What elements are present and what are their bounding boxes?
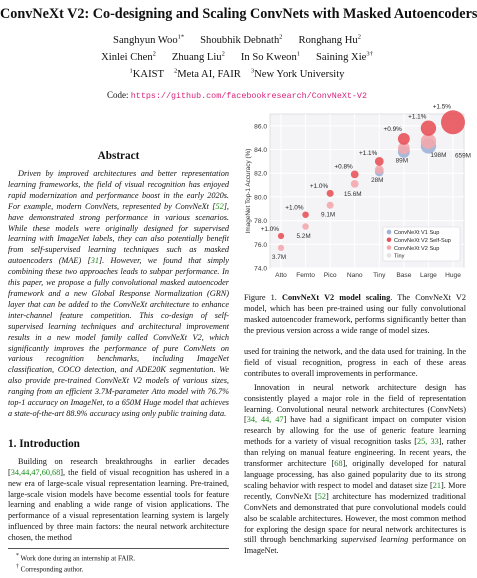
affiliation-mark: 2 bbox=[173, 67, 178, 75]
legend-label: ConvNeXt V1 Sup bbox=[394, 230, 440, 237]
text-run: Driven by improved architectures and better representation learning frameworks, the field of visual recognition has enjoyed rapid modernization and performance boost in the early 2020s. For example, modern ConvNets, represented by ConvNeXt [ bbox=[8, 169, 229, 211]
legend-marker bbox=[387, 238, 392, 243]
citation-link[interactable]: 34,44,47,60,68 bbox=[10, 467, 61, 477]
emphasis-text: supervised learning bbox=[341, 535, 409, 545]
author-lines bbox=[0, 30, 474, 64]
author bbox=[241, 52, 300, 63]
y-axis-label: ImageNet Top-1 Accuracy (%) bbox=[245, 148, 252, 234]
model-scaling-chart bbox=[242, 103, 471, 292]
gain-annotation: +1.1% bbox=[358, 150, 378, 158]
data-point bbox=[375, 157, 384, 166]
author-name: In So Kweon bbox=[240, 51, 297, 63]
affiliation-name: Meta AI, FAIR bbox=[177, 68, 241, 80]
citation-link[interactable]: 34, 44, 47 bbox=[246, 415, 284, 425]
affiliation bbox=[174, 69, 241, 80]
param-size-label: 659M bbox=[455, 152, 471, 160]
gain-annotation: +0.9% bbox=[383, 125, 402, 133]
param-size-label: 9.1M bbox=[321, 211, 336, 219]
y-tick-label: 74.0 bbox=[254, 265, 267, 273]
author-line bbox=[0, 30, 474, 47]
gain-annotation: +0.8% bbox=[334, 163, 353, 171]
param-size-label: 198M bbox=[430, 151, 447, 159]
right-column bbox=[244, 347, 466, 557]
y-tick-label: 76.0 bbox=[254, 241, 267, 249]
citation-link[interactable]: 25, 33 bbox=[417, 437, 439, 447]
author-name: Ronghang Hu bbox=[298, 34, 358, 46]
legend-marker bbox=[387, 245, 392, 250]
introduction-heading: 1. Introduction bbox=[8, 437, 80, 450]
param-size-label: 15.6M bbox=[343, 190, 362, 198]
gain-annotation: +1.0% bbox=[309, 182, 329, 190]
footnote-text: Work done during an internship at FAIR. bbox=[18, 554, 136, 563]
affiliation-name: KAIST bbox=[132, 68, 164, 80]
x-tick-label: Pico bbox=[323, 272, 337, 279]
footnotes bbox=[8, 548, 229, 575]
param-size-label: 28M bbox=[371, 177, 384, 185]
author bbox=[299, 35, 361, 46]
text-run: ]. More recently, ConvNeXt [ bbox=[244, 480, 467, 501]
x-tick-label: Tiny bbox=[373, 272, 386, 279]
paper-title: ConvNeXt V2: Co-designing and Scaling ConvNets with Masked Autoencoders bbox=[0, 6, 477, 22]
text-run: ]. However, we found that simply combining these two approaches leads to subpar performance. In this paper, we propose a fully convolutional masked autoencoder framework and a new Global Response Normalization (GRN) layer that can be added to the ConvNeXt architecture to enhance inter-channel feature competition. This co-design of self-supervised learning techniques and architectural improvement results in a new model family called ConvNeXt V2, which significantly improves the performance of pure ConvNets on various recognition benchmarks, including ImageNet classification, COCO detection, and ADE20K segmentation. We also provide pre-trained ConvNeXt V2 models of various sizes, ranging from an efficient 3.7M-parameter Atto model with 76.7% top-1 accuracy on ImageNet, to a 650M Huge model that achieves a state-of-the-art 88.9% accuracy using only public training data. bbox=[8, 256, 229, 418]
author bbox=[113, 35, 184, 46]
x-tick-label: Base bbox=[396, 272, 412, 279]
gain-annotation: +1.1% bbox=[408, 113, 427, 121]
data-point bbox=[302, 211, 309, 218]
footnote-text: Corresponding author. bbox=[18, 565, 84, 574]
data-point bbox=[278, 233, 284, 239]
affiliation-mark: 1 bbox=[129, 67, 133, 75]
author-block bbox=[0, 30, 474, 81]
author-affil-mark: 3† bbox=[366, 50, 373, 58]
footnote-mark: † bbox=[16, 564, 19, 571]
legend-label: ConvNeXt V2 Self-Sup bbox=[394, 238, 451, 244]
figure-caption-prefix: Figure 1. bbox=[244, 293, 277, 302]
author-name: Sanghyun Woo bbox=[113, 34, 178, 46]
figure-caption bbox=[244, 293, 466, 337]
x-tick-label: Nano bbox=[346, 272, 363, 279]
code-url-link[interactable]: https://github.com/facebookresearch/ConvNeXt-V2 bbox=[130, 91, 367, 101]
data-point bbox=[327, 202, 334, 209]
data-point bbox=[351, 171, 359, 179]
figure-caption-rest: . The ConvNeXt V2 model, which has been pre-trained using our fully convolutional masked autoencoder framework, performs significantly better than the previous version across a wide range of model sizes. bbox=[244, 293, 467, 335]
footnote bbox=[8, 552, 229, 563]
gain-annotation: +1.5% bbox=[432, 103, 451, 111]
author-name: Xinlei Chen bbox=[101, 51, 153, 63]
affiliation-name: New York University bbox=[254, 68, 345, 80]
text-run: Innovation in neural network architecture design has consistently played a major role in the field of representation learning. Convolutional neural network architectures (ConvNets) [ bbox=[244, 382, 466, 425]
affiliation bbox=[130, 69, 164, 80]
y-tick-label: 84.0 bbox=[254, 147, 267, 155]
author-affil-mark: 2 bbox=[279, 33, 283, 40]
y-tick-label: 82.0 bbox=[254, 170, 267, 178]
legend-label: ConvNeXt V2 Sup bbox=[394, 245, 440, 252]
data-point bbox=[351, 180, 359, 188]
data-point bbox=[278, 245, 284, 251]
data-point bbox=[421, 121, 436, 136]
text-run: performance on ImageNet. bbox=[244, 535, 466, 556]
param-size-label: 3.7M bbox=[271, 253, 287, 261]
author bbox=[172, 52, 225, 63]
data-point bbox=[398, 133, 410, 145]
author-affil-mark: 2 bbox=[357, 33, 361, 40]
author bbox=[101, 52, 156, 63]
text-run: ], the field of visual recognition has ushered in a new era of large-scale visual representation learning. Pre-trained, large-scale vision models have become essential tools for feature learning and enabling a wide range of vision applications. The performance of a visual representation learning system is largely influenced by three main factors: the neural network architecture chosen, the method bbox=[8, 467, 229, 543]
footnote bbox=[8, 563, 229, 574]
legend-marker bbox=[387, 253, 392, 258]
author bbox=[316, 52, 373, 63]
data-point bbox=[302, 223, 309, 230]
author-affil-mark: 2 bbox=[221, 50, 225, 58]
author-name: Zhuang Liu bbox=[171, 51, 222, 63]
citation-link[interactable]: 31 bbox=[90, 256, 99, 266]
text-run: ] have had a significant impact on computer vision research by allowing for the use of generic feature learning methods for a variety of visual recognition tasks [ bbox=[244, 415, 467, 447]
author-name: Saining Xie bbox=[316, 51, 367, 63]
param-size-label: 89M bbox=[395, 157, 409, 165]
introduction-body bbox=[8, 457, 229, 544]
citation-link[interactable]: 52 bbox=[215, 201, 224, 211]
abstract-body bbox=[8, 169, 229, 420]
legend-label: Tiny bbox=[394, 253, 405, 260]
author-affil-mark: 1* bbox=[177, 33, 185, 40]
x-tick-label: Femto bbox=[296, 272, 315, 279]
affiliation-mark: 3 bbox=[250, 67, 255, 75]
data-point bbox=[375, 165, 384, 174]
y-tick-label: 86.0 bbox=[254, 123, 267, 131]
x-tick-label: Huge bbox=[445, 272, 461, 279]
y-tick-label: 78.0 bbox=[254, 218, 267, 226]
citation-link[interactable]: 68 bbox=[334, 459, 343, 469]
data-point bbox=[441, 110, 465, 134]
text-run: ], have demonstrated strong performance in various scenarios. While these models were originally designed for supervised learning with ImageNet labels, they can also potentially benefit from self-supervised learning techniques such as masked autoencoders (MAE) [ bbox=[8, 201, 229, 266]
affiliation bbox=[251, 69, 345, 80]
data-point bbox=[327, 190, 334, 197]
legend-marker bbox=[387, 230, 392, 235]
author-affil-mark: 2 bbox=[152, 50, 156, 58]
footnote-mark: * bbox=[16, 553, 19, 559]
author-line bbox=[0, 47, 474, 64]
text-run: ] architecture has modernized traditional ConvNets and demonstrated that pure convolutional models could also be scalable architectures. However, the most common method for exploring the design space for neural network architectures is still through benchmarking bbox=[244, 491, 466, 545]
body-paragraph bbox=[244, 347, 466, 380]
body-paragraph bbox=[244, 383, 466, 558]
left-column bbox=[8, 150, 229, 544]
gain-annotation: +1.0% bbox=[285, 204, 304, 212]
author-affil-mark: 1 bbox=[296, 50, 301, 58]
param-size-label: 5.2M bbox=[296, 232, 311, 240]
text-run: used for training the network, and the data used for training. In the field of visual recognition, progress in each of these areas contributes to overall improvements in performance. bbox=[244, 347, 466, 378]
citation-link[interactable]: 21 bbox=[432, 480, 441, 490]
author-name: Shoubhik Debnath bbox=[200, 34, 280, 46]
text-run: ], rather than relying on manual feature engineering. In recent years, the transformer architecture [ bbox=[244, 437, 467, 469]
data-point bbox=[421, 134, 436, 149]
text-run: Building on research breakthroughs in earlier decades [ bbox=[8, 456, 229, 477]
author bbox=[200, 35, 282, 46]
abstract-heading: Abstract bbox=[97, 150, 140, 162]
code-link-line bbox=[0, 90, 474, 101]
x-tick-label: Atto bbox=[275, 272, 287, 279]
y-tick-label: 80.0 bbox=[254, 194, 267, 202]
gain-annotation: +1.0% bbox=[260, 225, 279, 233]
figure-caption-bold: ConvNeXt V2 model scaling bbox=[281, 293, 391, 302]
affiliations bbox=[0, 64, 474, 81]
x-tick-label: Large bbox=[419, 272, 437, 279]
code-label: Code: bbox=[107, 90, 129, 100]
citation-link[interactable]: 52 bbox=[317, 491, 327, 501]
text-run: ], originally developed for natural language processing, has also gained popularity due to its strong scaling behavior with respect to model and dataset size [ bbox=[244, 459, 466, 490]
